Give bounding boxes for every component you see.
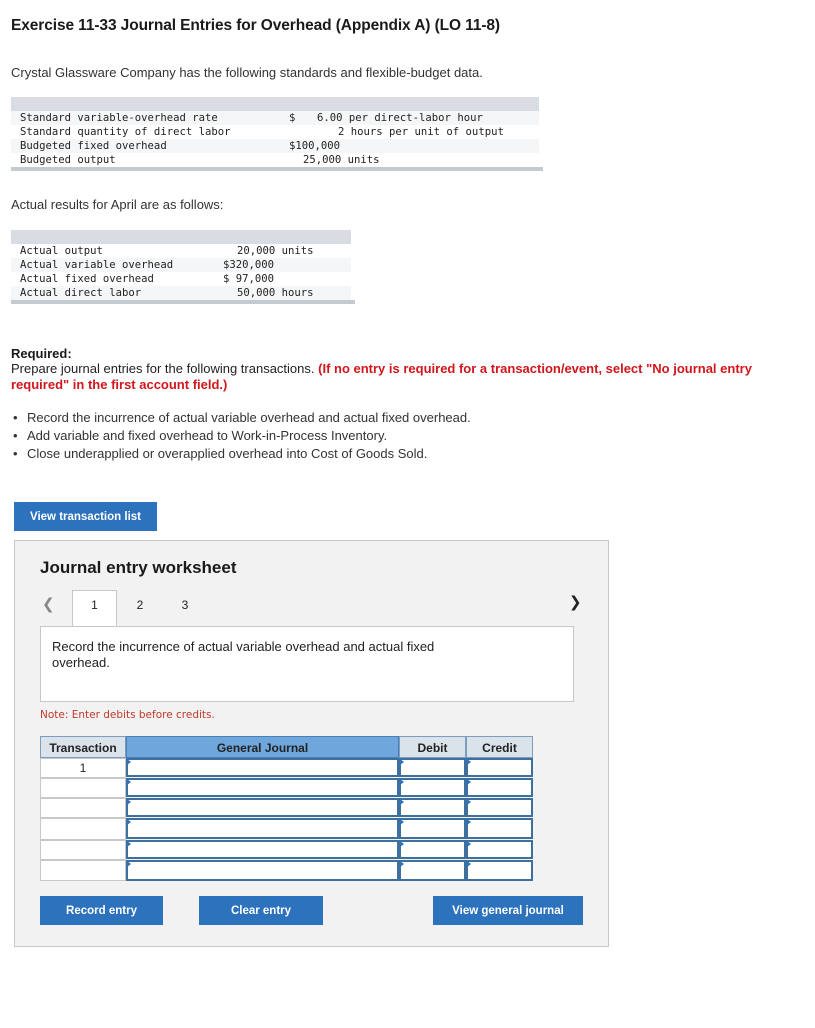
dropdown-marker-icon [467, 841, 471, 847]
view-transaction-list-button[interactable]: View transaction list [14, 502, 157, 531]
dropdown-marker-icon [467, 759, 471, 765]
debit-field[interactable] [399, 758, 466, 777]
debit-field[interactable] [399, 860, 466, 881]
tab-page-3[interactable]: 3 [181, 598, 189, 612]
dropdown-marker-icon [400, 759, 404, 765]
actual-intro: Actual results for April are as follows: [11, 197, 224, 212]
required-label: Required: [11, 346, 72, 361]
required-note: (If no entry is required for a transaction/event, select "No journal entry required" in the first account field.) [11, 361, 752, 392]
dropdown-marker-icon [127, 779, 131, 785]
table-row: Standard quantity of direct labor 2 hours per unit of output [11, 125, 539, 139]
table-row: Actual fixed overhead $ 97,000 [11, 272, 351, 286]
transaction-cell [40, 840, 126, 860]
transaction-cell [40, 798, 126, 818]
column-header-debit: Debit [399, 736, 466, 758]
credit-field[interactable] [466, 758, 533, 777]
standards-table [11, 97, 539, 171]
debit-credit-note: Note: Enter debits before credits. [40, 709, 215, 721]
table-row: Budgeted output 25,000 units [11, 153, 539, 167]
table-row: Actual variable overhead $320,000 [11, 258, 351, 272]
table-row: Actual output 20,000 units [11, 244, 351, 258]
dropdown-marker-icon [400, 799, 404, 805]
credit-field[interactable] [466, 798, 533, 817]
list-item: • Add variable and fixed overhead to Work-in-Process Inventory. [13, 428, 388, 443]
required-bullets [13, 409, 471, 463]
table-row: Budgeted fixed overhead $100,000 [11, 139, 539, 153]
transaction-cell: 1 [40, 758, 126, 778]
dropdown-marker-icon [127, 861, 131, 867]
worksheet-title: Journal entry worksheet [40, 558, 237, 577]
account-field[interactable] [126, 818, 399, 839]
standards-rows [11, 111, 539, 167]
column-header-credit: Credit [466, 736, 533, 758]
tab-page-1[interactable]: 1 [72, 590, 117, 627]
credit-field[interactable] [466, 818, 533, 839]
tab-page-2[interactable]: 2 [136, 598, 144, 612]
transaction-cell [40, 860, 126, 881]
dropdown-marker-icon [467, 779, 471, 785]
page-title: Exercise 11-33 Journal Entries for Overhead (Appendix A) (LO 11-8) [11, 17, 500, 34]
record-entry-button[interactable]: Record entry [40, 896, 163, 925]
debit-field[interactable] [399, 798, 466, 817]
account-field[interactable] [126, 798, 399, 817]
next-page-icon[interactable]: ❯ [569, 594, 582, 611]
table-row: Standard variable-overhead rate $ 6.00 per direct-labor hour [11, 111, 539, 125]
transaction-cell [40, 818, 126, 840]
dropdown-marker-icon [400, 861, 404, 867]
dropdown-marker-icon [127, 819, 131, 825]
dropdown-marker-icon [400, 841, 404, 847]
dropdown-marker-icon [400, 819, 404, 825]
prev-page-icon[interactable]: ❮ [42, 596, 55, 613]
dropdown-marker-icon [400, 779, 404, 785]
column-header-transaction: Transaction [40, 736, 126, 758]
credit-field[interactable] [466, 860, 533, 881]
dropdown-marker-icon [467, 819, 471, 825]
view-general-journal-button[interactable]: View general journal [433, 896, 583, 925]
credit-field[interactable] [466, 840, 533, 859]
dropdown-marker-icon [127, 799, 131, 805]
dropdown-marker-icon [467, 861, 471, 867]
account-field[interactable] [126, 860, 399, 881]
account-field[interactable] [126, 840, 399, 859]
list-item: • Close underapplied or overapplied overhead into Cost of Goods Sold. [13, 446, 428, 461]
column-header-general-journal: General Journal [126, 736, 399, 758]
clear-entry-button[interactable]: Clear entry [199, 896, 323, 925]
debit-field[interactable] [399, 778, 466, 797]
account-field[interactable] [126, 778, 399, 797]
transaction-cell [40, 778, 126, 798]
dropdown-marker-icon [467, 799, 471, 805]
transaction-description: Record the incurrence of actual variable overhead and actual fixed overhead. [52, 639, 435, 670]
account-field[interactable] [126, 758, 399, 777]
list-item: • Record the incurrence of actual variable overhead and actual fixed overhead. [13, 410, 471, 425]
dropdown-marker-icon [127, 759, 131, 765]
dropdown-marker-icon [127, 841, 131, 847]
table-row: Actual direct labor 50,000 hours [11, 286, 351, 300]
credit-field[interactable] [466, 778, 533, 797]
debit-field[interactable] [399, 840, 466, 859]
actual-table [11, 230, 351, 304]
intro-text: Crystal Glassware Company has the following standards and flexible-budget data. [11, 65, 483, 80]
debit-field[interactable] [399, 818, 466, 839]
required-text: Prepare journal entries for the following transactions. (If no entry is required for a transaction/event, select "No journal entry required" in the first account field.) [11, 361, 752, 392]
